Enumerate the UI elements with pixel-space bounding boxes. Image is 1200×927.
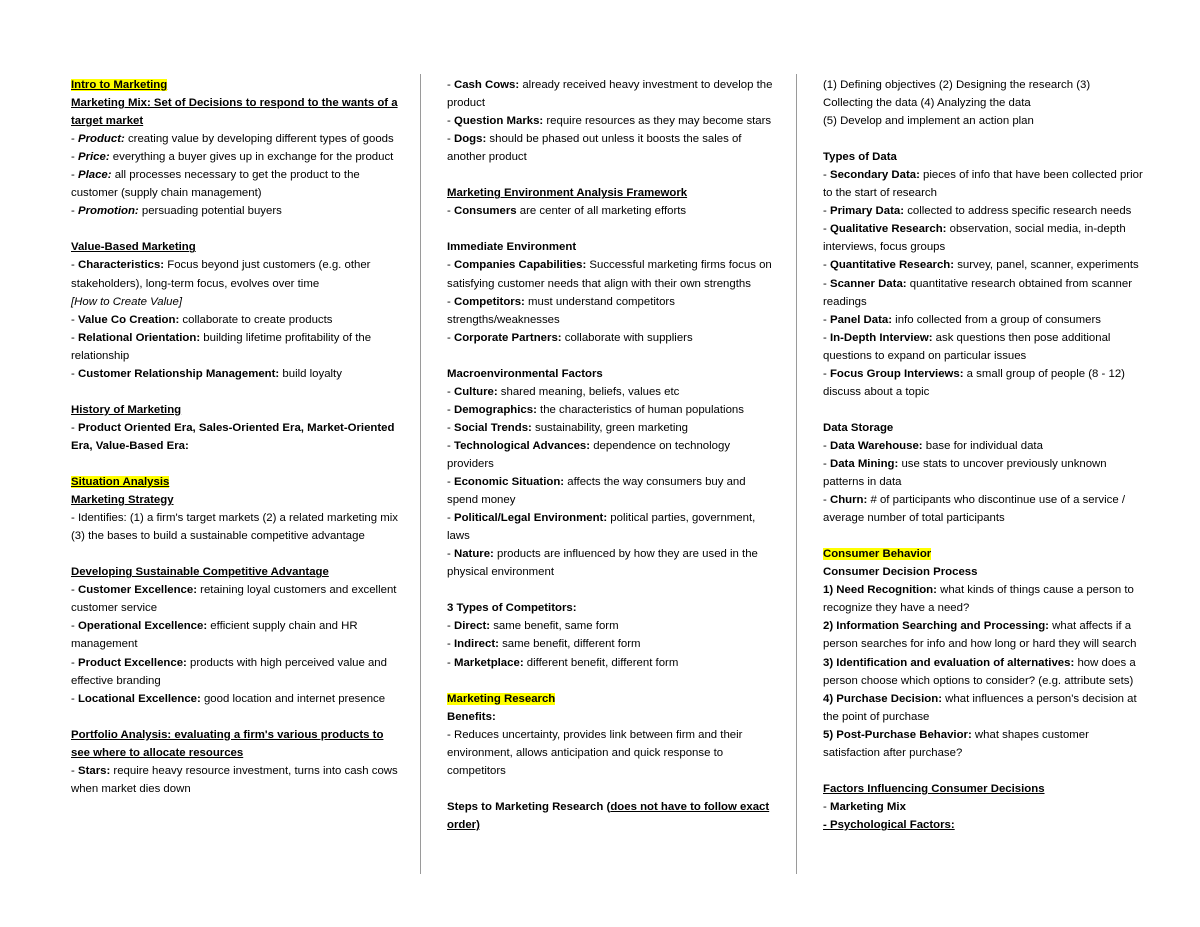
section-heading: Marketing Research [447,692,556,705]
list-item: - Identifies: (1) a firm's target markets (2) a related marketing mix (3) the bases to build a sustainable competitive advantage [71,512,398,543]
subheading: Value-Based Marketing [71,241,196,254]
list-item: - Social Trends: sustainability, green marketing [447,421,689,434]
column-3 [823,76,1143,834]
subheading: Marketing Environment Analysis Framework [447,187,688,200]
subheading: Developing Sustainable Competitive Advantage [71,566,329,579]
list-item: - Culture: shared meaning, beliefs, values etc [447,385,680,398]
list-item: - Nature: products are influenced by how they are used in the physical environment [447,548,758,579]
list-item: - Promotion: persuading potential buyers [71,205,282,218]
list-item: - Reduces uncertainty, provides link between firm and their environment, allows anticipation and quick response to competitors [447,728,743,777]
subheading: Benefits: [447,710,496,723]
subheading: Immediate Environment [447,241,577,254]
list-item: - Locational Excellence: good location and internet presence [71,692,386,705]
list-item: - Value Co Creation: collaborate to create products [71,313,333,326]
note: [How to Create Value] [71,295,183,308]
paragraph: (5) Develop and implement an action plan [823,115,1034,128]
list-item: - Marketplace: different benefit, different form [447,656,679,669]
column-2 [447,76,777,834]
subheading: Consumer Decision Process [823,566,978,579]
list-item: - Secondary Data: pieces of info that have been collected prior to the start of research [823,169,1143,200]
list-item: - Psychological Factors: [823,818,955,831]
subheading: Portfolio Analysis: evaluating a firm's various products to see where to allocate resources [71,728,384,759]
subheading: Data Storage [823,421,894,434]
list-item: - Characteristics: Focus beyond just customers (e.g. other stakeholders), long-term focus, evolves over time [71,259,371,290]
list-item: 5) Post-Purchase Behavior: what shapes customer satisfaction after purchase? [823,728,1089,759]
list-item: - Corporate Partners: collaborate with suppliers [447,331,693,344]
list-item: 3) Identification and evaluation of alternatives: how does a person choose which options to consider? (e.g. attribute sets) [823,656,1136,687]
list-item: 1) Need Recognition: what kinds of things cause a person to recognize they have a need? [823,584,1134,615]
column-divider [420,74,421,874]
section-heading: Situation Analysis [71,476,170,489]
list-item: - Question Marks: require resources as they may become stars [447,115,772,128]
list-item: 4) Purchase Decision: what influences a person's decision at the point of purchase [823,692,1137,723]
list-item: - Scanner Data: quantitative research obtained from scanner readings [823,277,1132,308]
section-heading: Intro to Marketing [71,79,168,91]
column-divider [796,74,797,874]
list-item: - Place: all processes necessary to get the product to the customer (supply chain management) [71,169,360,200]
list-item: - Consumers are center of all marketing efforts [447,205,687,218]
section-heading: Consumer Behavior [823,548,932,561]
list-item: - Focus Group Interviews: a small group of people (8 - 12) discuss about a topic [823,367,1125,398]
list-item: - Companies Capabilities: Successful marketing firms focus on satisfying customer needs that align with their own strengths [447,259,772,290]
list-item: - Operational Excellence: efficient supply chain and HR management [71,620,358,651]
list-item: - Product Excellence: products with high perceived value and effective branding [71,656,387,687]
list-item: - Panel Data: info collected from a group of consumers [823,313,1101,326]
list-item: - Competitors: must understand competitors strengths/weaknesses [447,295,675,326]
list-item: - Demographics: the characteristics of human populations [447,403,744,416]
list-item: - Marketing Mix [823,800,906,813]
list-item: - Relational Orientation: building lifetime profitability of the relationship [71,331,372,362]
subheading: Types of Data [823,151,897,164]
subheading: Marketing Mix: Set of Decisions to respond to the wants of a target market [71,97,398,128]
list-item: - Qualitative Research: observation, social media, in-depth interviews, focus groups [823,223,1126,254]
subheading: Factors Influencing Consumer Decisions [823,782,1045,795]
column-1 [71,76,401,798]
subheading: History of Marketing [71,403,182,416]
paragraph: (1) Defining objectives (2) Designing the research (3) Collecting the data (4) Analyzing the data [823,79,1091,110]
list-item: - Data Warehouse: base for individual data [823,439,1043,452]
subheading: Marketing Strategy [71,494,174,507]
subheading: Macroenvironmental Factors [447,367,603,380]
list-item: - Dogs: should be phased out unless it boosts the sales of another product [447,133,742,164]
list-item: - Political/Legal Environment: political parties, government, laws [447,512,756,543]
list-item: - Product: creating value by developing different types of goods [71,133,394,146]
list-item: - Customer Relationship Management: build loyalty [71,367,342,380]
subheading: Steps to Marketing Research (does not have to follow exact order) [447,800,770,831]
list-item: - In-Depth Interview: ask questions then pose additional questions to expand on particular issues [823,331,1111,362]
list-item: - Direct: same benefit, same form [447,620,619,633]
list-item: - Economic Situation: affects the way consumers buy and spend money [447,476,746,507]
subheading: 3 Types of Competitors: [447,602,577,615]
list-item: - Technological Advances: dependence on technology providers [447,439,731,470]
list-item: - Churn: # of participants who discontinue use of a service / average number of total participants [823,494,1125,525]
list-item: - Stars: require heavy resource investment, turns into cash cows when market dies down [71,764,398,795]
list-item: - Cash Cows: already received heavy investment to develop the product [447,79,773,110]
list-item: - Product Oriented Era, Sales-Oriented Era, Market-Oriented Era, Value-Based Era: [71,421,395,452]
list-item: - Price: everything a buyer gives up in exchange for the product [71,151,394,164]
list-item: - Data Mining: use stats to uncover previously unknown patterns in data [823,457,1107,489]
list-item: 2) Information Searching and Processing: what affects if a person searches for info and how long or hard they will search [823,620,1137,651]
list-item: - Customer Excellence: retaining loyal customers and excellent customer service [71,584,397,615]
list-item: - Primary Data: collected to address specific research needs [823,205,1132,218]
list-item: - Indirect: same benefit, different form [447,638,641,651]
list-item: - Quantitative Research: survey, panel, scanner, experiments [823,259,1139,272]
